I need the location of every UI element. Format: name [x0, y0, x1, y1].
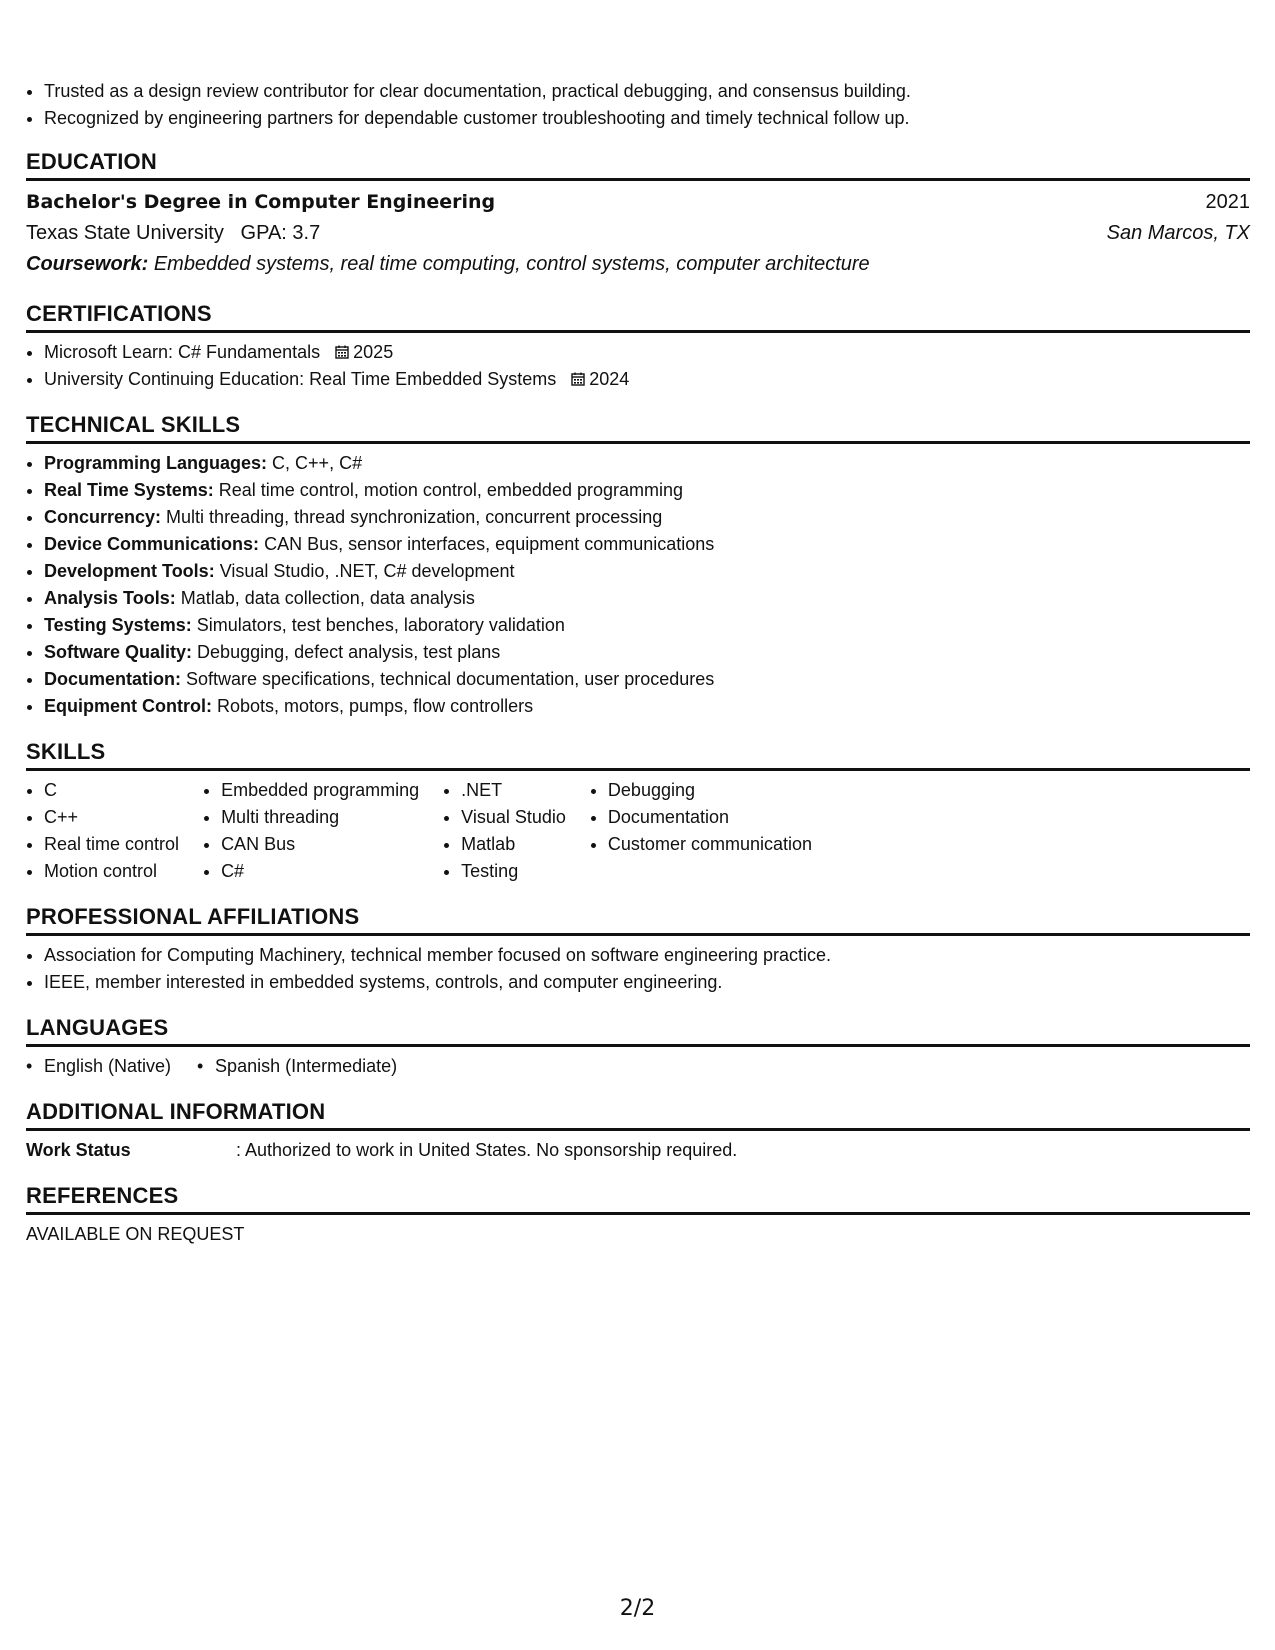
section-title: LANGUAGES [26, 1015, 169, 1040]
section-title: TECHNICAL SKILLS [26, 412, 241, 437]
skill-category: Programming Languages: [44, 453, 268, 473]
section-divider [26, 1212, 1250, 1215]
language-list [26, 1053, 1250, 1080]
list-item [44, 504, 1250, 531]
certifications-section [26, 300, 1250, 393]
achievement-list [26, 78, 1250, 132]
list-item [44, 558, 1250, 585]
list-item [44, 339, 1250, 366]
calendar-icon [571, 372, 585, 386]
references-section [26, 1182, 1250, 1248]
list-item: • CAN Bus [221, 831, 419, 858]
certification-year: 2025 [353, 342, 394, 362]
education-section [26, 148, 1250, 280]
skill-category: Analysis Tools: [44, 588, 176, 608]
section-title: PROFESSIONAL AFFILIATIONS [26, 904, 360, 929]
list-item: • .NET [461, 777, 566, 804]
school-location: San Marcos, TX [1106, 222, 1250, 244]
certification-name: University Continuing Education: Real Time Embedded Systems [44, 369, 557, 389]
skill-value: Matlab, data collection, data analysis [180, 588, 475, 608]
skill-value: Multi threading, thread synchronization, concurrent processing [166, 507, 663, 527]
skill-value: CAN Bus, sensor interfaces, equipment communications [264, 534, 715, 554]
skills-column [443, 777, 566, 885]
graduation-year: 2021 [1205, 191, 1250, 213]
skill-category: Real Time Systems: [44, 480, 214, 500]
skill-category: Testing Systems: [44, 615, 192, 635]
list-item [44, 666, 1250, 693]
education-header-row [26, 187, 1250, 218]
skills-column [26, 777, 179, 885]
page-number: 2/2 [619, 1596, 656, 1621]
affiliations-section [26, 903, 1250, 996]
skill-value: Real time control, motion control, embedded programming [218, 480, 684, 500]
work-status-label: Work Status [26, 1140, 131, 1160]
coursework-text: Embedded systems, real time computing, control systems, computer architecture [153, 253, 870, 275]
list-item [44, 612, 1250, 639]
technical-skill-list [26, 450, 1250, 720]
list-item: • Multi threading [221, 804, 419, 831]
skill-category: Documentation: [44, 669, 181, 689]
coursework-row [26, 249, 1250, 280]
list-item: • Association for Computing Machinery, technical member focused on software engineering practice. [44, 942, 1250, 969]
degree-name: Bachelor's Degree in Computer Engineering [26, 191, 496, 213]
list-item [44, 477, 1250, 504]
calendar-icon [335, 345, 349, 359]
list-item: • IEEE, member interested in embedded systems, controls, and computer engineering. [44, 969, 1250, 996]
list-item: • C# [221, 858, 419, 885]
list-item: • Customer communication [608, 831, 812, 858]
skills-column [203, 777, 419, 885]
section-divider [26, 1128, 1250, 1131]
list-item: • Recognized by engineering partners for dependable customer troubleshooting and timely technical follow up. [44, 105, 1250, 132]
skill-category: Software Quality: [44, 642, 193, 662]
list-item [44, 693, 1250, 720]
coursework-label: Coursework: [26, 253, 149, 275]
section-divider [26, 933, 1250, 936]
list-item: • Documentation [608, 804, 812, 831]
section-divider [26, 178, 1250, 181]
list-item: • Motion control [44, 858, 179, 885]
skill-category: Device Communications: [44, 534, 260, 554]
skill-value: C, C++, C# [272, 453, 363, 473]
section-divider [26, 441, 1250, 444]
education-school-row [26, 218, 1250, 249]
school-name: Texas State University [26, 222, 224, 244]
list-item [44, 639, 1250, 666]
skills-section [26, 738, 1250, 885]
resume-page [26, 78, 1250, 1248]
list-item: • Debugging [608, 777, 812, 804]
skill-category: Equipment Control: [44, 696, 212, 716]
section-title: CERTIFICATIONS [26, 301, 212, 326]
affiliation-list [26, 942, 1250, 996]
list-item [44, 585, 1250, 612]
list-item: • English (Native) [26, 1053, 171, 1080]
skill-value: Visual Studio, .NET, C# development [219, 561, 515, 581]
section-divider [26, 1044, 1250, 1047]
work-status-row [26, 1137, 1250, 1164]
list-item: • C++ [44, 804, 179, 831]
certification-year: 2024 [589, 369, 630, 389]
work-status-value: : Authorized to work in United States. No sponsorship required. [236, 1140, 738, 1160]
list-item: • Trusted as a design review contributor for clear documentation, practical debugging, and consensus building. [44, 78, 1250, 105]
list-item: • Embedded programming [221, 777, 419, 804]
skills-columns [26, 777, 1250, 885]
references-text: AVAILABLE ON REQUEST [26, 1224, 245, 1244]
certification-list [26, 339, 1250, 393]
section-title: EDUCATION [26, 149, 157, 174]
list-item: • Testing [461, 858, 566, 885]
skills-column [590, 777, 812, 885]
section-title: ADDITIONAL INFORMATION [26, 1099, 326, 1124]
list-item: • Matlab [461, 831, 566, 858]
additional-info-section [26, 1098, 1250, 1164]
skill-value: Robots, motors, pumps, flow controllers [217, 696, 534, 716]
list-item: • Real time control [44, 831, 179, 858]
list-item [44, 366, 1250, 393]
list-item: • C [44, 777, 179, 804]
continued-achievements [26, 78, 1250, 132]
section-title: SKILLS [26, 739, 106, 764]
skill-category: Development Tools: [44, 561, 215, 581]
list-item [44, 531, 1250, 558]
technical-skills-section [26, 411, 1250, 720]
list-item: • Visual Studio [461, 804, 566, 831]
section-divider [26, 330, 1250, 333]
section-title: REFERENCES [26, 1183, 179, 1208]
skill-value: Debugging, defect analysis, test plans [197, 642, 501, 662]
section-divider [26, 768, 1250, 771]
gpa: GPA: 3.7 [240, 222, 321, 244]
languages-section [26, 1014, 1250, 1080]
certification-name: Microsoft Learn: C# Fundamentals [44, 342, 321, 362]
skill-value: Software specifications, technical documentation, user procedures [186, 669, 715, 689]
list-item [44, 450, 1250, 477]
list-item: • Spanish (Intermediate) [197, 1053, 397, 1080]
skill-category: Concurrency: [44, 507, 162, 527]
skill-value: Simulators, test benches, laboratory validation [196, 615, 565, 635]
